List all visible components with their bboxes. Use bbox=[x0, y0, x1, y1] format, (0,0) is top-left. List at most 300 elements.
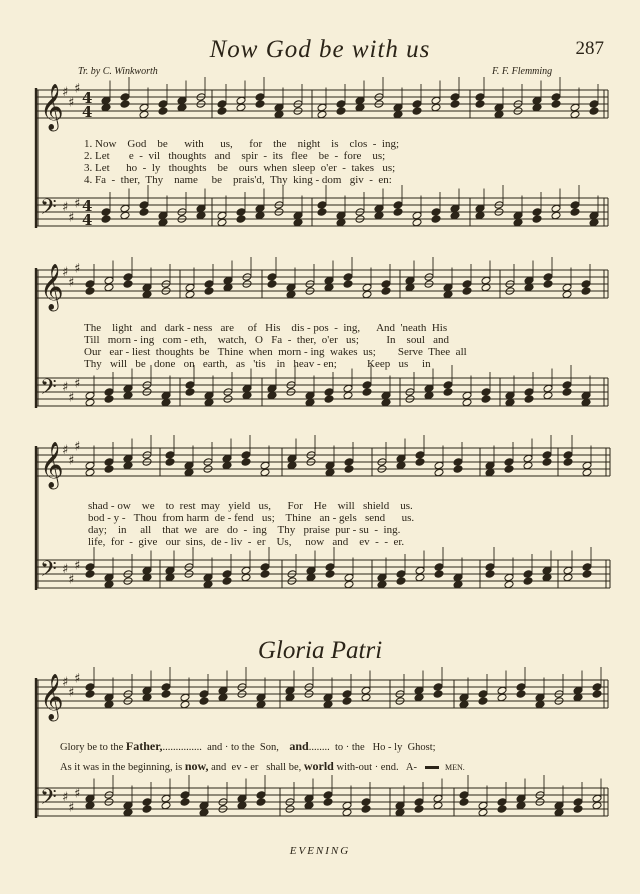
note-head bbox=[223, 283, 233, 292]
note-head bbox=[523, 461, 533, 470]
note-head bbox=[450, 211, 460, 220]
note-head bbox=[185, 283, 195, 292]
note-head bbox=[581, 398, 591, 407]
note-head bbox=[85, 690, 95, 699]
note-head bbox=[344, 580, 354, 589]
lyric-line: Our ear - liest thoughts be Thine when morn - ing wakes us; Serve Thee all bbox=[84, 346, 467, 358]
note-head bbox=[158, 218, 168, 227]
note-head bbox=[85, 391, 95, 400]
note-head bbox=[323, 700, 333, 709]
note-head bbox=[241, 451, 251, 460]
note-head bbox=[513, 211, 523, 220]
note-head bbox=[396, 454, 406, 463]
note-head bbox=[581, 287, 591, 296]
note-head bbox=[424, 384, 434, 393]
note-head bbox=[523, 454, 533, 463]
note-head bbox=[274, 110, 284, 119]
note-head bbox=[336, 100, 346, 109]
note-head bbox=[236, 96, 246, 105]
note-head bbox=[562, 290, 572, 299]
note-head bbox=[180, 700, 190, 709]
note-head bbox=[481, 283, 491, 292]
note-head bbox=[139, 103, 149, 112]
sharp-sign: ♯ bbox=[68, 210, 75, 226]
note-head bbox=[516, 801, 526, 810]
bass-clef: 𝄢 bbox=[40, 195, 57, 225]
note-head bbox=[286, 283, 296, 292]
note-head bbox=[415, 458, 425, 467]
note-head bbox=[287, 461, 297, 470]
note-head bbox=[180, 791, 190, 800]
note-head bbox=[362, 381, 372, 390]
note-head bbox=[361, 693, 371, 702]
note-head bbox=[497, 805, 507, 814]
sharp-sign: ♯ bbox=[62, 562, 69, 577]
note-head bbox=[551, 100, 561, 109]
note-head bbox=[412, 100, 422, 109]
note-head bbox=[101, 208, 111, 217]
note-head bbox=[443, 283, 453, 292]
note-head bbox=[395, 801, 405, 810]
note-head bbox=[344, 458, 354, 467]
note-head bbox=[592, 690, 602, 699]
note-head bbox=[323, 798, 333, 807]
note-head bbox=[562, 381, 572, 390]
sharp-sign: ♯ bbox=[68, 390, 75, 406]
note-head bbox=[462, 391, 472, 400]
note-head bbox=[104, 388, 114, 397]
note-head bbox=[161, 398, 171, 407]
note-head bbox=[524, 395, 534, 404]
note-head bbox=[434, 563, 444, 572]
note-head bbox=[431, 96, 441, 105]
note-head bbox=[236, 103, 246, 112]
note-head bbox=[120, 211, 130, 220]
note-head bbox=[543, 391, 553, 400]
note-head bbox=[325, 461, 335, 470]
note-head bbox=[199, 697, 209, 706]
note-head bbox=[185, 381, 195, 390]
note-head bbox=[505, 391, 515, 400]
note-head bbox=[524, 276, 534, 285]
gloria-text: As it was in the beginning, is bbox=[60, 762, 185, 773]
note-head bbox=[305, 398, 315, 407]
note-head bbox=[165, 566, 175, 575]
note-head bbox=[199, 801, 209, 810]
note-head bbox=[570, 110, 580, 119]
note-head bbox=[543, 280, 553, 289]
gloria-lyric-line bbox=[60, 740, 436, 754]
note-head bbox=[317, 110, 327, 119]
note-head bbox=[323, 693, 333, 702]
note-head bbox=[204, 287, 214, 296]
note-head bbox=[344, 573, 354, 582]
note-head bbox=[343, 391, 353, 400]
note-head bbox=[453, 580, 463, 589]
note-head bbox=[570, 201, 580, 210]
note-head bbox=[443, 388, 453, 397]
note-head bbox=[415, 566, 425, 575]
lyric-line: life, for - give our sins, de - liv - er Us, now and ev - - er. bbox=[88, 536, 405, 548]
note-head bbox=[453, 573, 463, 582]
note-head bbox=[395, 808, 405, 817]
lyric-line: Thy will be done on earth, as 'tis in heav - en; Keep us in bbox=[84, 358, 431, 370]
note-head bbox=[485, 570, 495, 579]
note-head bbox=[158, 107, 168, 116]
note-head bbox=[142, 573, 152, 582]
note-head bbox=[434, 570, 444, 579]
note-head bbox=[317, 208, 327, 217]
note-head bbox=[485, 461, 495, 470]
note-head bbox=[199, 690, 209, 699]
note-head bbox=[123, 808, 133, 817]
note-head bbox=[355, 96, 365, 105]
note-head bbox=[104, 283, 114, 292]
note-head bbox=[142, 290, 152, 299]
bass-clef: 𝄢 bbox=[40, 785, 57, 815]
note-head bbox=[184, 461, 194, 470]
gloria-text: Father, bbox=[125, 739, 163, 753]
note-head bbox=[324, 388, 334, 397]
note-head bbox=[532, 208, 542, 217]
note-head bbox=[543, 384, 553, 393]
note-head bbox=[101, 96, 111, 105]
note-head bbox=[459, 693, 469, 702]
note-head bbox=[504, 573, 514, 582]
note-head bbox=[450, 204, 460, 213]
sharp-sign: ♯ bbox=[62, 790, 69, 805]
note-head bbox=[381, 287, 391, 296]
note-head bbox=[323, 791, 333, 800]
note-head bbox=[412, 218, 422, 227]
note-head bbox=[485, 563, 495, 572]
note-head bbox=[443, 290, 453, 299]
note-head bbox=[104, 573, 114, 582]
lyric-line: bod - y - Thou from harm de - fend us; Thine an - gels send us. bbox=[88, 512, 415, 524]
note-head bbox=[592, 801, 602, 810]
sharp-sign: ♯ bbox=[62, 380, 69, 395]
note-head bbox=[554, 808, 564, 817]
note-head bbox=[158, 100, 168, 109]
note-head bbox=[431, 103, 441, 112]
note-head bbox=[563, 573, 573, 582]
note-head bbox=[285, 693, 295, 702]
note-head bbox=[342, 697, 352, 706]
lyric-line: 4. Fa - ther, Thy name be prais'd, Thy king - dom giv - en: bbox=[84, 174, 392, 186]
treble-clef: 𝄞 bbox=[40, 442, 64, 488]
note-head bbox=[414, 686, 424, 695]
note-head bbox=[161, 801, 171, 810]
note-head bbox=[325, 468, 335, 477]
note-head bbox=[256, 791, 266, 800]
gloria-text: and ev - er shall be, bbox=[208, 762, 304, 773]
note-head bbox=[532, 215, 542, 224]
note-head bbox=[344, 465, 354, 474]
note-head bbox=[532, 103, 542, 112]
time-signature: 4 bbox=[82, 211, 93, 229]
note-head bbox=[203, 580, 213, 589]
note-head bbox=[542, 573, 552, 582]
note-head bbox=[255, 204, 265, 213]
note-head bbox=[305, 391, 315, 400]
note-head bbox=[242, 384, 252, 393]
note-head bbox=[453, 465, 463, 474]
gloria-text: ............... and · to the Son, bbox=[162, 742, 290, 753]
note-head bbox=[255, 211, 265, 220]
note-head bbox=[274, 103, 284, 112]
note-head bbox=[524, 388, 534, 397]
sharp-sign: ♯ bbox=[74, 558, 81, 574]
note-head bbox=[336, 107, 346, 116]
note-head bbox=[293, 211, 303, 220]
note-head bbox=[393, 208, 403, 217]
note-head bbox=[405, 276, 415, 285]
note-head bbox=[85, 398, 95, 407]
note-head bbox=[459, 798, 469, 807]
note-head bbox=[241, 458, 251, 467]
note-head bbox=[267, 273, 277, 282]
sharp-sign: ♯ bbox=[68, 95, 75, 111]
lyric-line: day; in all that we are do - ing Thy praise pur - su - ing. bbox=[88, 524, 401, 536]
note-head bbox=[504, 580, 514, 589]
note-head bbox=[255, 100, 265, 109]
note-head bbox=[267, 280, 277, 289]
note-head bbox=[218, 686, 228, 695]
note-head bbox=[362, 388, 372, 397]
note-head bbox=[139, 201, 149, 210]
note-head bbox=[589, 218, 599, 227]
note-head bbox=[475, 211, 485, 220]
note-head bbox=[120, 100, 130, 109]
note-head bbox=[497, 693, 507, 702]
sharp-sign: ♯ bbox=[74, 439, 81, 455]
note-head bbox=[485, 468, 495, 477]
note-head bbox=[393, 201, 403, 210]
note-head bbox=[123, 454, 133, 463]
note-head bbox=[336, 218, 346, 227]
note-head bbox=[196, 204, 206, 213]
note-head bbox=[142, 798, 152, 807]
bass-clef: 𝄢 bbox=[40, 557, 57, 587]
note-head bbox=[393, 110, 403, 119]
note-head bbox=[142, 566, 152, 575]
note-head bbox=[85, 801, 95, 810]
note-head bbox=[431, 215, 441, 224]
note-head bbox=[241, 573, 251, 582]
note-head bbox=[516, 683, 526, 692]
note-head bbox=[543, 273, 553, 282]
note-head bbox=[396, 577, 406, 586]
note-head bbox=[462, 398, 472, 407]
gloria-text: with-out · end. A- bbox=[333, 762, 417, 773]
note-head bbox=[478, 690, 488, 699]
note-head bbox=[462, 287, 472, 296]
note-head bbox=[223, 276, 233, 285]
note-head bbox=[589, 107, 599, 116]
note-head bbox=[342, 801, 352, 810]
note-head bbox=[241, 566, 251, 575]
note-head bbox=[260, 468, 270, 477]
note-head bbox=[453, 458, 463, 467]
note-head bbox=[161, 391, 171, 400]
note-head bbox=[306, 566, 316, 575]
hymn-title: Now God be with us bbox=[209, 36, 431, 63]
note-head bbox=[324, 395, 334, 404]
note-head bbox=[104, 580, 114, 589]
note-head bbox=[542, 458, 552, 467]
translator-credit: Tr. by C. Winkworth bbox=[78, 66, 158, 77]
note-head bbox=[317, 201, 327, 210]
sharp-sign: ♯ bbox=[68, 800, 75, 816]
note-head bbox=[177, 96, 187, 105]
note-head bbox=[217, 107, 227, 116]
note-head bbox=[475, 100, 485, 109]
note-head bbox=[581, 280, 591, 289]
note-head bbox=[256, 693, 266, 702]
note-head bbox=[123, 384, 133, 393]
sharp-sign: ♯ bbox=[74, 376, 81, 392]
note-head bbox=[260, 461, 270, 470]
note-head bbox=[481, 395, 491, 404]
note-head bbox=[255, 93, 265, 102]
note-head bbox=[563, 451, 573, 460]
note-head bbox=[85, 683, 95, 692]
note-head bbox=[204, 398, 214, 407]
note-head bbox=[516, 690, 526, 699]
note-head bbox=[374, 204, 384, 213]
note-head bbox=[123, 461, 133, 470]
note-head bbox=[361, 805, 371, 814]
note-head bbox=[362, 290, 372, 299]
note-head bbox=[85, 794, 95, 803]
note-head bbox=[336, 211, 346, 220]
note-head bbox=[260, 570, 270, 579]
amen-dash bbox=[425, 766, 439, 769]
note-head bbox=[582, 570, 592, 579]
note-head bbox=[85, 280, 95, 289]
note-head bbox=[293, 218, 303, 227]
sharp-sign: ♯ bbox=[74, 786, 81, 802]
note-head bbox=[101, 103, 111, 112]
note-head bbox=[475, 204, 485, 213]
note-head bbox=[551, 204, 561, 213]
note-head bbox=[142, 693, 152, 702]
note-head bbox=[450, 100, 460, 109]
note-head bbox=[433, 801, 443, 810]
note-head bbox=[381, 280, 391, 289]
note-head bbox=[405, 283, 415, 292]
note-head bbox=[362, 283, 372, 292]
page-number: 287 bbox=[575, 38, 604, 59]
note-head bbox=[504, 458, 514, 467]
note-head bbox=[478, 808, 488, 817]
note-head bbox=[361, 686, 371, 695]
note-head bbox=[396, 461, 406, 470]
note-head bbox=[434, 468, 444, 477]
lyric-line: 1. Now God be with us, for the night is clos - ing; bbox=[84, 138, 400, 150]
time-signature: 4 bbox=[82, 197, 93, 215]
note-head bbox=[582, 468, 592, 477]
note-head bbox=[433, 794, 443, 803]
note-head bbox=[475, 93, 485, 102]
note-head bbox=[217, 218, 227, 227]
note-head bbox=[542, 451, 552, 460]
note-head bbox=[497, 686, 507, 695]
note-head bbox=[285, 686, 295, 695]
note-head bbox=[535, 693, 545, 702]
note-head bbox=[414, 693, 424, 702]
note-head bbox=[582, 461, 592, 470]
note-head bbox=[217, 100, 227, 109]
note-head bbox=[242, 391, 252, 400]
note-head bbox=[287, 454, 297, 463]
note-head bbox=[478, 801, 488, 810]
note-head bbox=[513, 218, 523, 227]
note-head bbox=[85, 461, 95, 470]
note-head bbox=[267, 384, 277, 393]
note-head bbox=[267, 391, 277, 400]
sharp-sign: ♯ bbox=[68, 453, 75, 469]
note-head bbox=[180, 798, 190, 807]
note-head bbox=[139, 208, 149, 217]
gloria-text: world bbox=[303, 759, 334, 773]
note-head bbox=[424, 391, 434, 400]
note-head bbox=[414, 805, 424, 814]
note-head bbox=[142, 686, 152, 695]
note-head bbox=[523, 570, 533, 579]
lyric-line: 3. Let ho - ly thoughts be ours when sleep o'er - takes us; bbox=[84, 162, 396, 174]
note-head bbox=[412, 107, 422, 116]
note-head bbox=[104, 465, 114, 474]
note-head bbox=[343, 280, 353, 289]
note-head bbox=[85, 287, 95, 296]
note-head bbox=[185, 290, 195, 299]
sharp-sign: ♯ bbox=[68, 685, 75, 701]
footer-label: EVENING bbox=[289, 845, 351, 857]
note-head bbox=[459, 700, 469, 709]
note-head bbox=[325, 563, 335, 572]
note-head bbox=[494, 110, 504, 119]
note-head bbox=[573, 798, 583, 807]
note-head bbox=[158, 211, 168, 220]
gloria-lyric-line bbox=[60, 760, 465, 774]
note-head bbox=[551, 93, 561, 102]
note-head bbox=[142, 283, 152, 292]
note-head bbox=[505, 398, 515, 407]
note-head bbox=[260, 563, 270, 572]
note-head bbox=[478, 697, 488, 706]
note-head bbox=[165, 573, 175, 582]
note-head bbox=[104, 276, 114, 285]
note-head bbox=[342, 690, 352, 699]
note-head bbox=[434, 461, 444, 470]
note-head bbox=[355, 103, 365, 112]
note-head bbox=[523, 577, 533, 586]
sharp-sign: ♯ bbox=[74, 261, 81, 277]
note-head bbox=[381, 391, 391, 400]
note-head bbox=[573, 686, 583, 695]
composer-credit: F. F. Flemming bbox=[492, 66, 553, 77]
note-head bbox=[199, 808, 209, 817]
note-head bbox=[570, 208, 580, 217]
note-head bbox=[256, 798, 266, 807]
note-head bbox=[563, 566, 573, 575]
note-head bbox=[177, 103, 187, 112]
note-head bbox=[85, 468, 95, 477]
note-head bbox=[123, 801, 133, 810]
note-head bbox=[562, 283, 572, 292]
note-head bbox=[361, 798, 371, 807]
